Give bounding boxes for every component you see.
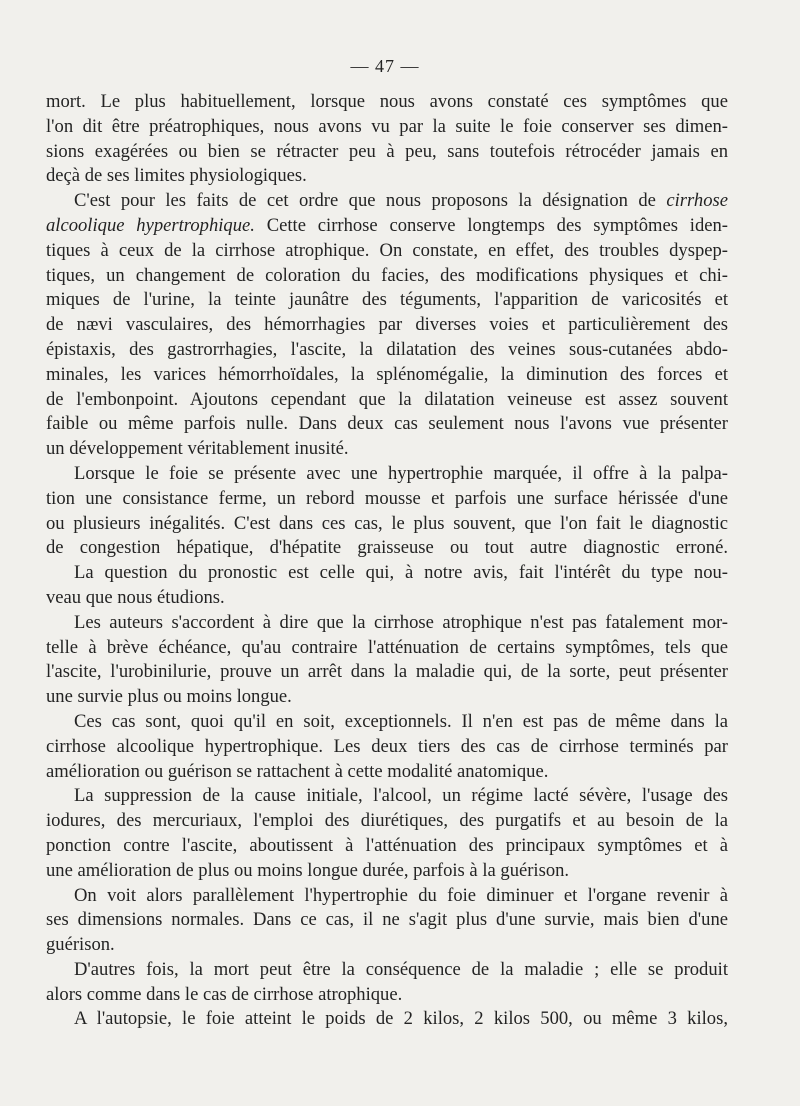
text-line: l'on dit être préatrophiques, nous avons vu par la suite le foie conserver ses dimen- <box>46 115 728 137</box>
text-line: ponction contre l'ascite, aboutissent à l'atténuation des principaux symptômes et à <box>46 834 728 856</box>
page-number: — 47 — <box>350 56 420 76</box>
text-line: épistaxis, des gastrorrhagies, l'ascite, la dilatation des veines sous-cutanées abdo- <box>46 338 728 360</box>
text-line: ses dimensions normales. Dans ce cas, il ne s'agit plus d'une survie, mais bien d'une <box>46 909 728 931</box>
text-line: une amélioration de plus ou moins longue durée, parfois à la guérison. <box>46 859 570 881</box>
text-line: cirrhose alcoolique hypertrophique. Les deux tiers des cas de cirrhose terminés par <box>46 735 728 757</box>
text-line: faible ou même parfois nulle. Dans deux cas seulement nous l'avons vue présenter <box>46 413 728 435</box>
text-line: tiques, un changement de coloration du facies, des modifications physiques et chi- <box>46 264 728 286</box>
text-line: tiques à ceux de la cirrhose atrophique. On constate, en effet, des troubles dyspep- <box>46 239 728 261</box>
text-line: sions exagérées ou bien se rétracter peu à peu, sans toutefois rétrocéder jamais en <box>46 140 728 162</box>
text-line: une survie plus ou moins longue. <box>46 686 292 708</box>
text-line: de l'embonpoint. Ajoutons cependant que la dilatation veineuse est assez souvent <box>46 388 728 410</box>
text-line: tion une consistance ferme, un rebord mousse et parfois une surface hérissée d'une <box>46 487 728 509</box>
text-line <box>46 189 728 214</box>
text-line: minales, les varices hémorrhoïdales, la splénomégalie, la diminution des forces et <box>46 363 728 385</box>
italic-term: cirrhose <box>666 190 728 212</box>
text-line: La suppression de la cause initiale, l'alcool, un régime lacté sévère, l'usage des <box>74 785 728 807</box>
italic-term: alcoolique hypertrophique. <box>46 214 255 236</box>
text-line: D'autres fois, la mort peut être la conséquence de la maladie ; elle se produit <box>74 958 728 980</box>
text-line <box>46 214 728 239</box>
text-run: Cette cirrhose conserve longtemps des symptômes iden- <box>254 214 728 236</box>
text-line: La question du pronostic est celle qui, à notre avis, fait l'intérêt du type nou- <box>74 562 728 584</box>
text-line: deçà de ses limites physiologiques. <box>46 165 307 187</box>
text-line: Les auteurs s'accordent à dire que la cirrhose atrophique n'est pas fatalement mor- <box>74 611 728 633</box>
text-line: miques de l'urine, la teinte jaunâtre des téguments, l'apparition de varicosités et <box>46 289 728 311</box>
text-line: Ces cas sont, quoi qu'il en soit, exceptionnels. Il n'en est pas de même dans la <box>74 710 728 732</box>
text-line: veau que nous étudions. <box>46 586 225 608</box>
text-line: alors comme dans le cas de cirrhose atrophique. <box>46 983 403 1005</box>
text-line: de nævi vasculaires, des hémorrhagies par diverses voies et particulièrement des <box>46 314 728 336</box>
text-line: guérison. <box>46 934 115 956</box>
text-line: un développement véritablement inusité. <box>46 438 349 460</box>
text-line: amélioration ou guérison se rattachent à cette modalité anatomique. <box>46 760 549 782</box>
text-line: Lorsque le foie se présente avec une hypertrophie marquée, il offre à la palpa- <box>74 462 728 484</box>
text-run: C'est pour les faits de cet ordre que nous proposons la désignation de <box>74 190 667 212</box>
text-line: telle à brève échéance, qu'au contraire l'atténuation de certains symptômes, tels que <box>46 636 728 658</box>
text-line: ou plusieurs inégalités. C'est dans ces cas, le plus souvent, que l'on fait le diagnostic <box>46 512 728 534</box>
text-line: On voit alors parallèlement l'hypertrophie du foie diminuer et l'organe revenir à <box>74 884 728 906</box>
text-line: l'ascite, l'urobinilurie, prouve un arrêt dans la maladie qui, de la sorte, peut présenter <box>46 661 728 683</box>
text-line: iodures, des mercuriaux, l'emploi des diurétiques, des purgatifs et au besoin de la <box>46 810 728 832</box>
text-line: A l'autopsie, le foie atteint le poids de 2 kilos, 2 kilos 500, ou même 3 kilos, <box>74 1008 728 1030</box>
text-line: de congestion hépatique, d'hépatite graisseuse ou tout autre diagnostic erroné. <box>46 537 728 559</box>
body-text <box>46 90 728 1032</box>
text-line: mort. Le plus habituellement, lorsque nous avons constaté ces symptômes que <box>46 91 728 112</box>
